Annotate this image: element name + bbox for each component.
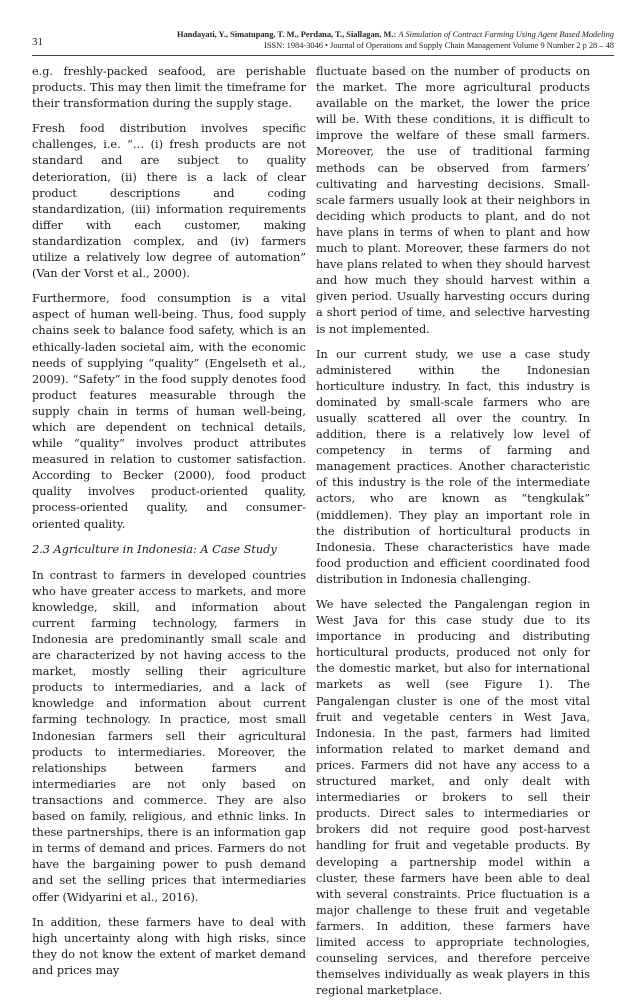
running-header-citation (177, 30, 614, 39)
body-paragraph: e.g. freshly-packed seafood, are perishable products. This may then limit the timeframe for their transformation during the supply stage. (32, 65, 306, 111)
header-article-title: A Simulation of Contract Farming Using Agent Based Modeling (398, 30, 614, 39)
body-paragraph: Furthermore, food consumption is a vital aspect of human well-being. Thus, food supply chains seek to balance food safety, which is an ethically-laden societal aim, with the economic needs of supplying “quality” (Engelseth et al., 2009). “Safety” in the food supply denotes food product features measurable through the supply chain in terms of human well-being, which are dependent on technical details, while “quality” involves product attributes measured in relation to customer satisfaction. According to Becker (2000), food product quality involves product-oriented quality, process-oriented quality, and consumer-oriented quality. (32, 292, 306, 531)
section-heading: 2.3 Agriculture in Indonesia: A Case Study (32, 542, 277, 556)
body-paragraph: In addition, these farmers have to deal with high uncertainty along with high risks, since they do not know the extent of market demand and prices may (32, 915, 306, 977)
header-journal-info: ISSN: 1984-3046 • Journal of Operations and Supply Chain Management Volume 9 Number 2 p 28 – 48 (264, 41, 614, 50)
body-paragraph: fluctuate based on the number of products on the market. The more agricultural products available on the market, the lower the price will be. With these conditions, it is difficult to improve the welfare of these small farmers. Moreover, the use of traditional farming methods can be observed from farmers’ cultivating and harvesting decisions. Small-scale farmers usually look at their neighbors in deciding which products to plant, and do not have plans in terms of when to plant and how much to plant. Moreover, these farmers do not have plans related to when they should harvest and how much they should harvest within a given period. Usually harvesting occurs during a short period of time, and selective harvesting is not implemented. (316, 65, 590, 336)
body-paragraph: Fresh food distribution involves specific challenges, i.e. “… (i) fresh products are not standard and are subject to quality deterioration, (ii) there is a lack of clear product descriptions and coding standardization, (iii) information requirements differ with each customer, making standardization complex, and (iv) farmers utilize a relatively low degree of automation” (Van der Vorst et al., 2000). (32, 122, 306, 281)
body-paragraph: In our current study, we use a case study administered within the Indonesian horticulture industry. In fact, this industry is dominated by small-scale farmers who are usually scattered all over the country. In addition, there is a relatively low level of competency in terms of farming and management practices. Another characteristic of this industry is the role of the intermediate actors, who are known as “tengkulak” (middlemen). They play an important role in the distribution of horticultural products in Indonesia. These characteristics have made food production and efficient coordinated food distribution in Indonesia challenging. (316, 347, 590, 586)
header-authors: Handayati, Y., Simatupang, T. M., Perdana, T., Siallagan, M.: (176, 30, 397, 39)
left-column (32, 64, 306, 988)
header-divider (32, 55, 614, 56)
body-paragraph: We have selected the Pangalengan region in West Java for this case study due to its importance in producing and distributing horticultural products, produced not only for the domestic market, but also for international markets as well (see Figure 1). The Pangalengan cluster is one of the most vital fruit and vegetable centers in West Java, Indonesia. In the past, farmers had limited information related to market demand and prices. Farmers did not have any access to a structured market, and only dealt with intermediaries or brokers to sell their products. Direct sales to intermediaries or brokers did not require good post-harvest handling for fruit and vegetable products. By developing a partnership model within a cluster, these farmers have been able to deal with several constraints. Price fluctuation is a major challenge to these fruit and vegetable farmers. In addition, these farmers have limited access to appropriate technologies, counseling services, and therefore perceive themselves individually as weak players in this regional marketplace. (316, 598, 590, 998)
body-paragraph: In contrast to farmers in developed countries who have greater access to markets, and more knowledge, skill, and information about current farming technology, farmers in Indonesia are predominantly small scale and are characterized by not having access to the market, mostly selling their agriculture products to intermediaries, and a lack of knowledge and information about current farming technology. In practice, most small Indonesian farmers sell their agricultural products to intermediaries. Moreover, the relationships between farmers and intermediaries are not only based on transactions and commerce. They are also based on family, religious, and ethnic links. In these partnerships, there is an information gap in terms of demand and prices. Farmers do not have the bargaining power to push demand and set the selling prices that intermediaries offer (Widyarini et al., 2016). (32, 568, 306, 904)
page-number: 31 (32, 36, 43, 48)
right-column (316, 64, 590, 1008)
